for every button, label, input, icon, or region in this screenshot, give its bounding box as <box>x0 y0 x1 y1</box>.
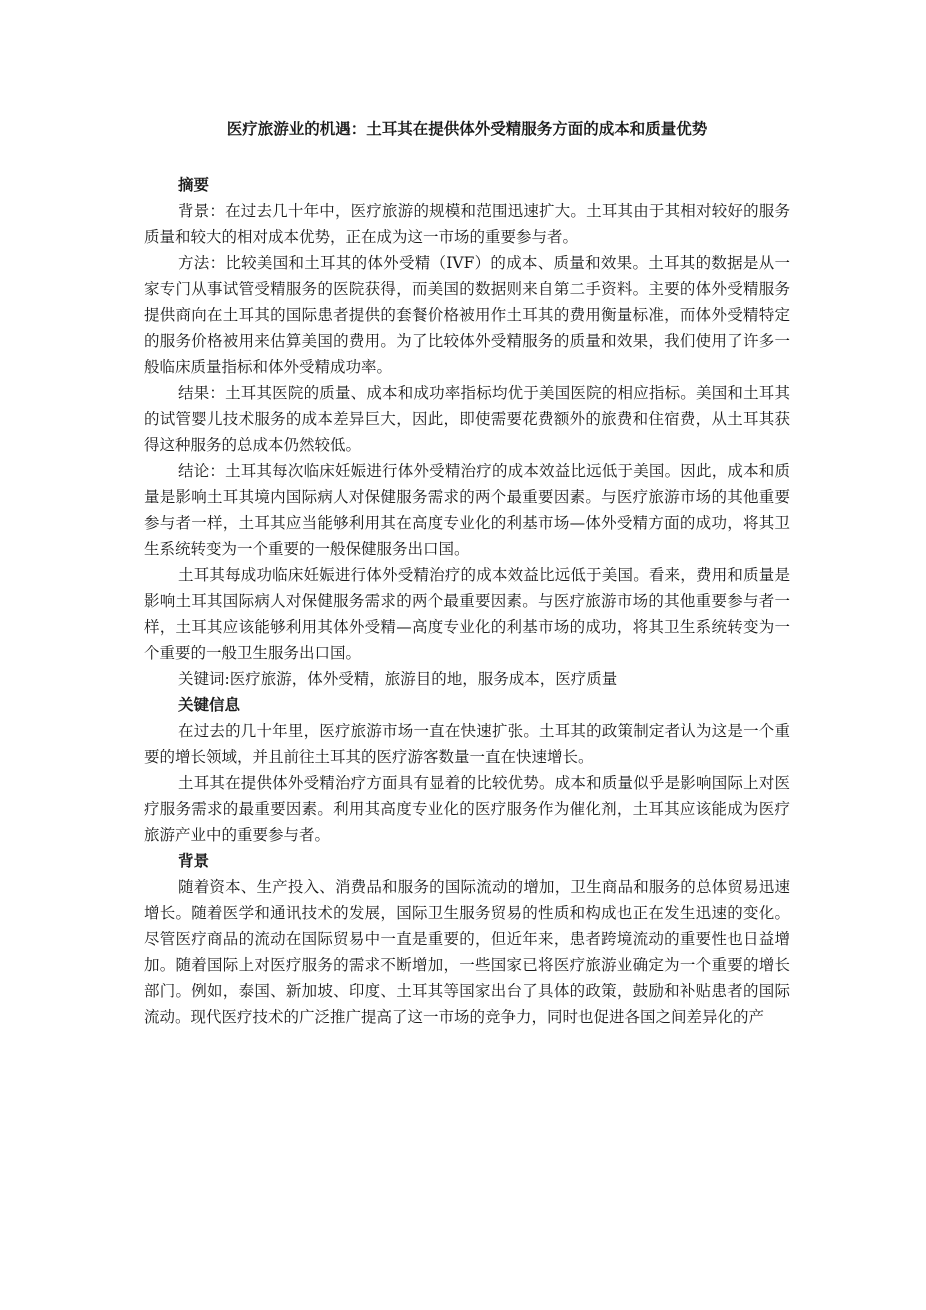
key-info-heading: 关键信息 <box>178 696 241 714</box>
abstract-summary-paragraph: 土耳其每成功临床妊娠进行体外受精治疗的成本效益比远低于美国。看来，费用和质量是影响土耳其国际病人对保健服务需求的两个最重要因素。与医疗旅游市场的其他重要参与者一样，土耳其应该能够利用其体外受精—高度专业化的利基市场的成功，将其卫生系统转变为一个重要的一般卫生服务出口国。 <box>144 566 790 662</box>
abstract-background-paragraph: 背景：在过去几十年中，医疗旅游的规模和范围迅速扩大。土耳其由于其相对较好的服务质量和较大的相对成本优势，正在成为这一市场的重要参与者。 <box>144 202 790 246</box>
abstract-section <box>144 172 790 692</box>
abstract-heading: 摘要 <box>178 176 210 194</box>
background-paragraph-1: 随着资本、生产投入、消费品和服务的国际流动的增加，卫生商品和服务的总体贸易迅速增长。随着医学和通讯技术的发展，国际卫生服务贸易的性质和构成也正在发生迅速的变化。尽管医疗商品的流动在国际贸易中一直是重要的，但近年来，患者跨境流动的重要性也日益增加。随着国际上对医疗服务的需求不断增加，一些国家已将医疗旅游业确定为一个重要的增长部门。例如，泰国、新加坡、印度、土耳其等国家出台了具体的政策，鼓励和补贴患者的国际流动。现代医疗技术的广泛推广提高了这一市场的竞争力，同时也促进各国之间差异化的产 <box>144 878 790 1026</box>
abstract-methods-paragraph: 方法：比较美国和土耳其的体外受精（IVF）的成本、质量和效果。土耳其的数据是从一家专门从事试管受精服务的医院获得，而美国的数据则来自第二手资料。主要的体外受精服务提供商向在土耳其的国际患者提供的套餐价格被用作土耳其的费用衡量标准，而体外受精特定的服务价格被用来估算美国的费用。为了比较体外受精服务的质量和效果，我们使用了许多一般临床质量指标和体外受精成功率。 <box>144 254 790 376</box>
key-info-paragraph-2: 土耳其在提供体外受精治疗方面具有显着的比较优势。成本和质量似乎是影响国际上对医疗服务需求的最重要因素。利用其高度专业化的医疗服务作为催化剂，土耳其应该能成为医疗旅游产业中的重要参与者。 <box>144 774 790 844</box>
document-page <box>144 118 790 1030</box>
key-info-paragraph-1: 在过去的几十年里，医疗旅游市场一直在快速扩张。土耳其的政策制定者认为这是一个重要的增长领域，并且前往土耳其的医疗游客数量一直在快速增长。 <box>144 722 790 766</box>
keywords-line: 关键词:医疗旅游，体外受精，旅游目的地，服务成本，医疗质量 <box>178 670 618 688</box>
background-heading: 背景 <box>178 852 210 870</box>
document-title: 医疗旅游业的机遇：土耳其在提供体外受精服务方面的成本和质量优势 <box>226 120 708 138</box>
abstract-results-paragraph: 结果：土耳其医院的质量、成本和成功率指标均优于美国医院的相应指标。美国和土耳其的试管婴儿技术服务的成本差异巨大，因此，即使需要花费额外的旅费和住宿费，从土耳其获得这种服务的总成本仍然较低。 <box>144 384 790 454</box>
background-section <box>144 848 790 1030</box>
abstract-conclusion-paragraph: 结论：土耳其每次临床妊娠进行体外受精治疗的成本效益比远低于美国。因此，成本和质量是影响土耳其境内国际病人对保健服务需求的两个最重要因素。与医疗旅游市场的其他重要参与者一样，土耳其应当能够利用其在高度专业化的利基市场—体外受精方面的成功，将其卫生系统转变为一个重要的一般保健服务出口国。 <box>144 462 790 558</box>
key-info-section <box>144 692 790 848</box>
